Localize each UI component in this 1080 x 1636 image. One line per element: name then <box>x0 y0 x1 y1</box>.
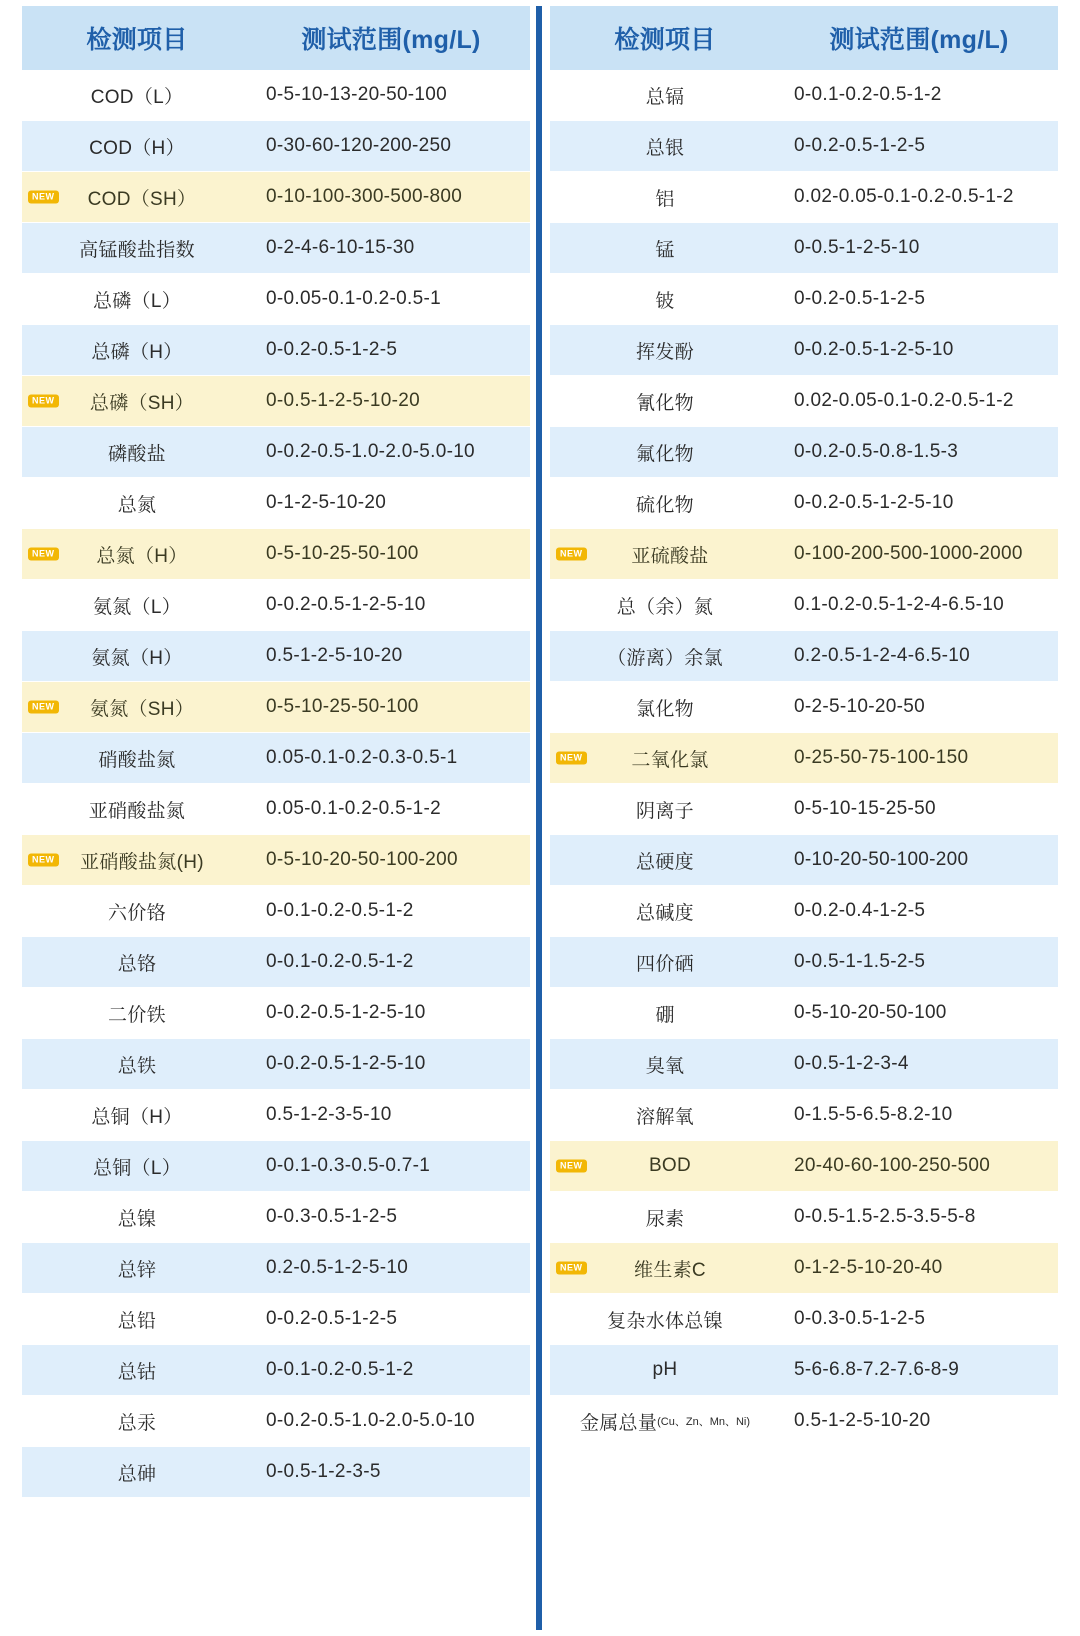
cell-item-name <box>550 223 780 274</box>
table-row <box>22 376 530 427</box>
cell-item-name <box>22 478 252 529</box>
column-divider <box>536 6 542 1630</box>
cell-test-range: 0-0.2-0.5-1-2-5 <box>780 274 1058 325</box>
item-name-text: 溶解氧 <box>636 1106 694 1128</box>
cell-item-name <box>22 325 252 376</box>
table-row <box>550 1345 1058 1396</box>
item-name-text: 臭氧 <box>645 1055 685 1077</box>
table-row <box>550 886 1058 937</box>
header-cell-item: 检测项目 <box>22 6 252 70</box>
cell-item-name <box>550 274 780 325</box>
item-name-text: 铍 <box>655 290 675 312</box>
cell-test-range: 0-0.5-1-1.5-2-5 <box>780 937 1058 988</box>
item-name-text: 亚硝酸盐氮 <box>88 800 186 822</box>
cell-test-range: 0-0.2-0.4-1-2-5 <box>780 886 1058 937</box>
new-badge: NEW <box>556 548 587 561</box>
table-row <box>550 1243 1058 1294</box>
cell-item-name <box>550 376 780 427</box>
cell-item-name <box>550 427 780 478</box>
cell-item-name <box>22 733 252 784</box>
cell-test-range: 20-40-60-100-250-500 <box>780 1141 1058 1192</box>
table-header-row <box>22 6 530 70</box>
table-row <box>22 1447 530 1498</box>
cell-test-range: 0.5-1-2-5-10-20 <box>780 1396 1058 1447</box>
item-name-text: 亚硫酸盐 <box>631 545 709 567</box>
cell-item-name <box>550 1345 780 1396</box>
cell-item-name <box>550 529 780 580</box>
item-name-text: 总镍 <box>117 1208 157 1230</box>
header-cell-item: 检测项目 <box>550 6 780 70</box>
cell-test-range: 0-5-10-25-50-100 <box>252 682 530 733</box>
cell-test-range: 0-5-10-13-20-50-100 <box>252 70 530 121</box>
table-row <box>22 529 530 580</box>
table-row <box>22 937 530 988</box>
cell-item-name <box>22 937 252 988</box>
cell-item-name <box>22 886 252 937</box>
table-row <box>550 172 1058 223</box>
item-name-text: 总银 <box>645 137 685 159</box>
cell-test-range: 0-5-10-20-50-100-200 <box>252 835 530 886</box>
item-name-text: COD（SH） <box>87 188 197 210</box>
item-name-text: 总磷（L） <box>92 290 182 312</box>
cell-item-name <box>550 937 780 988</box>
item-name-text: COD（H） <box>89 137 185 159</box>
item-name-text: 总铜（H） <box>91 1106 183 1128</box>
item-name-text: 总镉 <box>645 86 685 108</box>
table-row <box>22 733 530 784</box>
cell-test-range: 0-1-2-5-10-20 <box>252 478 530 529</box>
table-row <box>550 376 1058 427</box>
cell-test-range: 0-100-200-500-1000-2000 <box>780 529 1058 580</box>
cell-item-name <box>550 733 780 784</box>
cell-item-name <box>550 70 780 121</box>
new-badge: NEW <box>28 191 59 204</box>
item-name-subscript: (Cu、Zn、Mn、Ni) <box>657 1416 751 1428</box>
table-row <box>22 1141 530 1192</box>
cell-test-range: 0-0.2-0.5-1.0-2.0-5.0-10 <box>252 1396 530 1447</box>
table-row <box>22 1192 530 1243</box>
table-row <box>550 223 1058 274</box>
cell-item-name <box>550 1192 780 1243</box>
item-name-text: 氨氮（L） <box>92 596 182 618</box>
table-row <box>22 325 530 376</box>
item-name-text: pH <box>652 1359 678 1380</box>
table-row <box>550 682 1058 733</box>
table-row <box>550 529 1058 580</box>
cell-item-name <box>22 172 252 223</box>
item-name-text: 金属总量 <box>579 1412 658 1434</box>
table-row <box>550 580 1058 631</box>
cell-test-range: 0-10-100-300-500-800 <box>252 172 530 223</box>
cell-item-name <box>550 1396 780 1447</box>
cell-item-name <box>550 478 780 529</box>
table-row <box>550 835 1058 886</box>
cell-item-name <box>22 1090 252 1141</box>
right-table-body <box>550 70 1058 1447</box>
item-name-text: 总铜（L） <box>92 1157 182 1179</box>
cell-item-name <box>22 376 252 427</box>
left-table <box>22 6 530 1630</box>
table-row <box>22 988 530 1039</box>
item-name-text: 总氮（H） <box>96 545 188 567</box>
cell-test-range: 0-5-10-25-50-100 <box>252 529 530 580</box>
cell-item-name <box>22 1447 252 1498</box>
table-row <box>550 988 1058 1039</box>
item-name-text: 总汞 <box>117 1412 157 1434</box>
item-name-text: 氨氮（H） <box>91 647 183 669</box>
cell-item-name <box>550 1243 780 1294</box>
item-name-text: 总铬 <box>117 953 157 975</box>
item-name-text: 总硬度 <box>636 851 694 873</box>
table-row <box>550 1396 1058 1447</box>
item-name-text: 二价铁 <box>108 1004 166 1026</box>
item-name-text: 总磷（SH） <box>89 392 195 414</box>
cell-test-range: 0-0.05-0.1-0.2-0.5-1 <box>252 274 530 325</box>
cell-item-name <box>22 631 252 682</box>
cell-item-name <box>550 886 780 937</box>
table-row <box>550 784 1058 835</box>
cell-test-range: 0.2-0.5-1-2-4-6.5-10 <box>780 631 1058 682</box>
item-name-text: 铝 <box>655 188 675 210</box>
item-name-text: 硼 <box>655 1004 675 1026</box>
cell-item-name <box>22 223 252 274</box>
table-row <box>22 835 530 886</box>
new-badge: NEW <box>28 548 59 561</box>
table-row <box>22 70 530 121</box>
table-row <box>550 478 1058 529</box>
cell-test-range: 0-0.2-0.5-1-2-5 <box>252 325 530 376</box>
table-row <box>550 937 1058 988</box>
item-name-text: 总铁 <box>117 1055 157 1077</box>
cell-test-range: 0.05-0.1-0.2-0.5-1-2 <box>252 784 530 835</box>
table-row <box>550 427 1058 478</box>
cell-test-range: 0-0.1-0.2-0.5-1-2 <box>252 1345 530 1396</box>
item-name-text: 高锰酸盐指数 <box>79 239 195 261</box>
new-badge: NEW <box>28 701 59 714</box>
table-row <box>22 682 530 733</box>
cell-test-range: 0.05-0.1-0.2-0.3-0.5-1 <box>252 733 530 784</box>
table-row <box>22 580 530 631</box>
cell-item-name <box>550 1039 780 1090</box>
table-row <box>550 325 1058 376</box>
cell-test-range: 0-0.2-0.5-1-2-5-10 <box>252 988 530 1039</box>
cell-test-range: 0.5-1-2-3-5-10 <box>252 1090 530 1141</box>
item-name-text: BOD <box>648 1155 692 1176</box>
cell-item-name <box>550 121 780 172</box>
item-name-text: 尿素 <box>645 1208 685 1230</box>
cell-test-range: 0-0.2-0.5-1-2-5 <box>780 121 1058 172</box>
cell-test-range: 0-2-5-10-20-50 <box>780 682 1058 733</box>
cell-item-name <box>22 1192 252 1243</box>
item-name-text: 二氧化氯 <box>631 749 709 771</box>
cell-item-name <box>22 70 252 121</box>
cell-item-name <box>22 1141 252 1192</box>
item-name-text: 氟化物 <box>636 443 694 465</box>
cell-test-range: 0.1-0.2-0.5-1-2-4-6.5-10 <box>780 580 1058 631</box>
cell-item-name <box>550 1141 780 1192</box>
table-row <box>22 121 530 172</box>
table-row <box>550 733 1058 784</box>
cell-item-name <box>22 427 252 478</box>
left-table-body <box>22 70 530 1498</box>
table-row <box>22 274 530 325</box>
cell-item-name <box>22 1345 252 1396</box>
cell-item-name <box>550 988 780 1039</box>
item-name-text: 总钴 <box>117 1361 157 1383</box>
table-row <box>550 631 1058 682</box>
cell-item-name <box>22 835 252 886</box>
item-name-text: （游离）余氯 <box>607 647 723 669</box>
cell-test-range: 0-0.1-0.2-0.5-1-2 <box>252 937 530 988</box>
item-name-text: 四价硒 <box>636 953 694 975</box>
item-name-text: 复杂水体总镍 <box>607 1310 723 1332</box>
cell-test-range: 0-0.5-1.5-2.5-3.5-5-8 <box>780 1192 1058 1243</box>
cell-test-range: 0-30-60-120-200-250 <box>252 121 530 172</box>
item-name-text: 维生素C <box>634 1259 706 1281</box>
cell-item-name <box>550 580 780 631</box>
item-name-text: 总铅 <box>117 1310 157 1332</box>
cell-test-range: 0-25-50-75-100-150 <box>780 733 1058 784</box>
cell-test-range: 0-10-20-50-100-200 <box>780 835 1058 886</box>
cell-test-range: 0-0.1-0.3-0.5-0.7-1 <box>252 1141 530 1192</box>
table-row <box>22 427 530 478</box>
cell-test-range: 0-0.5-1-2-3-5 <box>252 1447 530 1498</box>
cell-item-name <box>550 835 780 886</box>
cell-test-range: 5-6-6.8-7.2-7.6-8-9 <box>780 1345 1058 1396</box>
table-row <box>22 1243 530 1294</box>
cell-test-range: 0-0.5-1-2-3-4 <box>780 1039 1058 1090</box>
table-row <box>550 274 1058 325</box>
cell-item-name <box>550 682 780 733</box>
item-name-text: 亚硝酸盐氮(H) <box>80 851 204 873</box>
item-name-text: 总（余）氮 <box>616 596 714 618</box>
cell-test-range: 0-5-10-15-25-50 <box>780 784 1058 835</box>
item-name-text: 硝酸盐氮 <box>98 749 176 771</box>
item-name-text: 氯化物 <box>636 698 694 720</box>
header-cell-range: 测试范围(mg/L) <box>252 6 530 70</box>
item-name-text: 阴离子 <box>636 800 694 822</box>
cell-item-name <box>22 784 252 835</box>
cell-test-range: 0-1-2-5-10-20-40 <box>780 1243 1058 1294</box>
cell-item-name <box>22 1294 252 1345</box>
cell-test-range: 0-0.2-0.5-1.0-2.0-5.0-10 <box>252 427 530 478</box>
table-row <box>22 1396 530 1447</box>
table-row <box>22 223 530 274</box>
cell-test-range: 0-0.3-0.5-1-2-5 <box>780 1294 1058 1345</box>
cell-item-name <box>550 1090 780 1141</box>
item-name-text: 挥发酚 <box>636 341 694 363</box>
cell-test-range: 0-1.5-5-6.5-8.2-10 <box>780 1090 1058 1141</box>
cell-test-range: 0-2-4-6-10-15-30 <box>252 223 530 274</box>
item-name-text: 硫化物 <box>636 494 694 516</box>
item-name-text: 总锌 <box>117 1259 157 1281</box>
item-name-text: 锰 <box>655 239 675 261</box>
cell-test-range: 0-5-10-20-50-100 <box>780 988 1058 1039</box>
cell-test-range: 0.02-0.05-0.1-0.2-0.5-1-2 <box>780 376 1058 427</box>
table-row <box>22 172 530 223</box>
item-name-text: COD（L） <box>90 86 184 108</box>
new-badge: NEW <box>28 854 59 867</box>
item-name-text: 总碱度 <box>636 902 694 924</box>
table-row <box>22 1039 530 1090</box>
table-header-row <box>550 6 1058 70</box>
cell-test-range: 0-0.1-0.2-0.5-1-2 <box>780 70 1058 121</box>
table-row <box>22 1090 530 1141</box>
table-row <box>22 631 530 682</box>
table-row <box>550 70 1058 121</box>
new-badge: NEW <box>556 752 587 765</box>
right-table <box>550 6 1058 1630</box>
item-name-text: 总磷（H） <box>91 341 183 363</box>
table-row <box>22 478 530 529</box>
table-row <box>550 121 1058 172</box>
table-row <box>22 1294 530 1345</box>
item-name-text: 总氮 <box>117 494 157 516</box>
cell-item-name <box>22 1396 252 1447</box>
item-name-text: 磷酸盐 <box>108 443 166 465</box>
table-row <box>550 1039 1058 1090</box>
cell-item-name <box>22 988 252 1039</box>
cell-item-name <box>550 1294 780 1345</box>
table-row <box>22 886 530 937</box>
table-row <box>550 1294 1058 1345</box>
cell-item-name <box>22 580 252 631</box>
cell-item-name <box>550 631 780 682</box>
cell-test-range: 0-0.2-0.5-1-2-5-10 <box>780 325 1058 376</box>
cell-test-range: 0.02-0.05-0.1-0.2-0.5-1-2 <box>780 172 1058 223</box>
table-row <box>550 1192 1058 1243</box>
cell-item-name <box>22 529 252 580</box>
table-row <box>550 1090 1058 1141</box>
cell-test-range: 0-0.5-1-2-5-10-20 <box>252 376 530 427</box>
table-row <box>22 1345 530 1396</box>
cell-item-name <box>550 172 780 223</box>
cell-test-range: 0-0.3-0.5-1-2-5 <box>252 1192 530 1243</box>
cell-test-range: 0-0.2-0.5-1-2-5-10 <box>780 478 1058 529</box>
cell-test-range: 0.5-1-2-5-10-20 <box>252 631 530 682</box>
cell-item-name <box>22 121 252 172</box>
header-cell-range: 测试范围(mg/L) <box>780 6 1058 70</box>
new-badge: NEW <box>28 395 59 408</box>
new-badge: NEW <box>556 1262 587 1275</box>
cell-item-name <box>22 274 252 325</box>
table-row <box>550 1141 1058 1192</box>
cell-test-range: 0-0.2-0.5-1-2-5 <box>252 1294 530 1345</box>
cell-test-range: 0-0.2-0.5-1-2-5-10 <box>252 1039 530 1090</box>
cell-test-range: 0.2-0.5-1-2-5-10 <box>252 1243 530 1294</box>
cell-test-range: 0-0.2-0.5-0.8-1.5-3 <box>780 427 1058 478</box>
item-name-text: 氨氮（SH） <box>89 698 195 720</box>
cell-item-name <box>550 325 780 376</box>
new-badge: NEW <box>556 1160 587 1173</box>
cell-test-range: 0-0.1-0.2-0.5-1-2 <box>252 886 530 937</box>
cell-test-range: 0-0.5-1-2-5-10 <box>780 223 1058 274</box>
cell-item-name <box>550 784 780 835</box>
item-name-text: 总砷 <box>117 1463 157 1485</box>
cell-item-name <box>22 1243 252 1294</box>
table-row <box>22 784 530 835</box>
cell-item-name <box>22 682 252 733</box>
item-name-text: 氰化物 <box>636 392 694 414</box>
cell-test-range: 0-0.2-0.5-1-2-5-10 <box>252 580 530 631</box>
cell-item-name <box>22 1039 252 1090</box>
item-name-text: 六价铬 <box>108 902 166 924</box>
